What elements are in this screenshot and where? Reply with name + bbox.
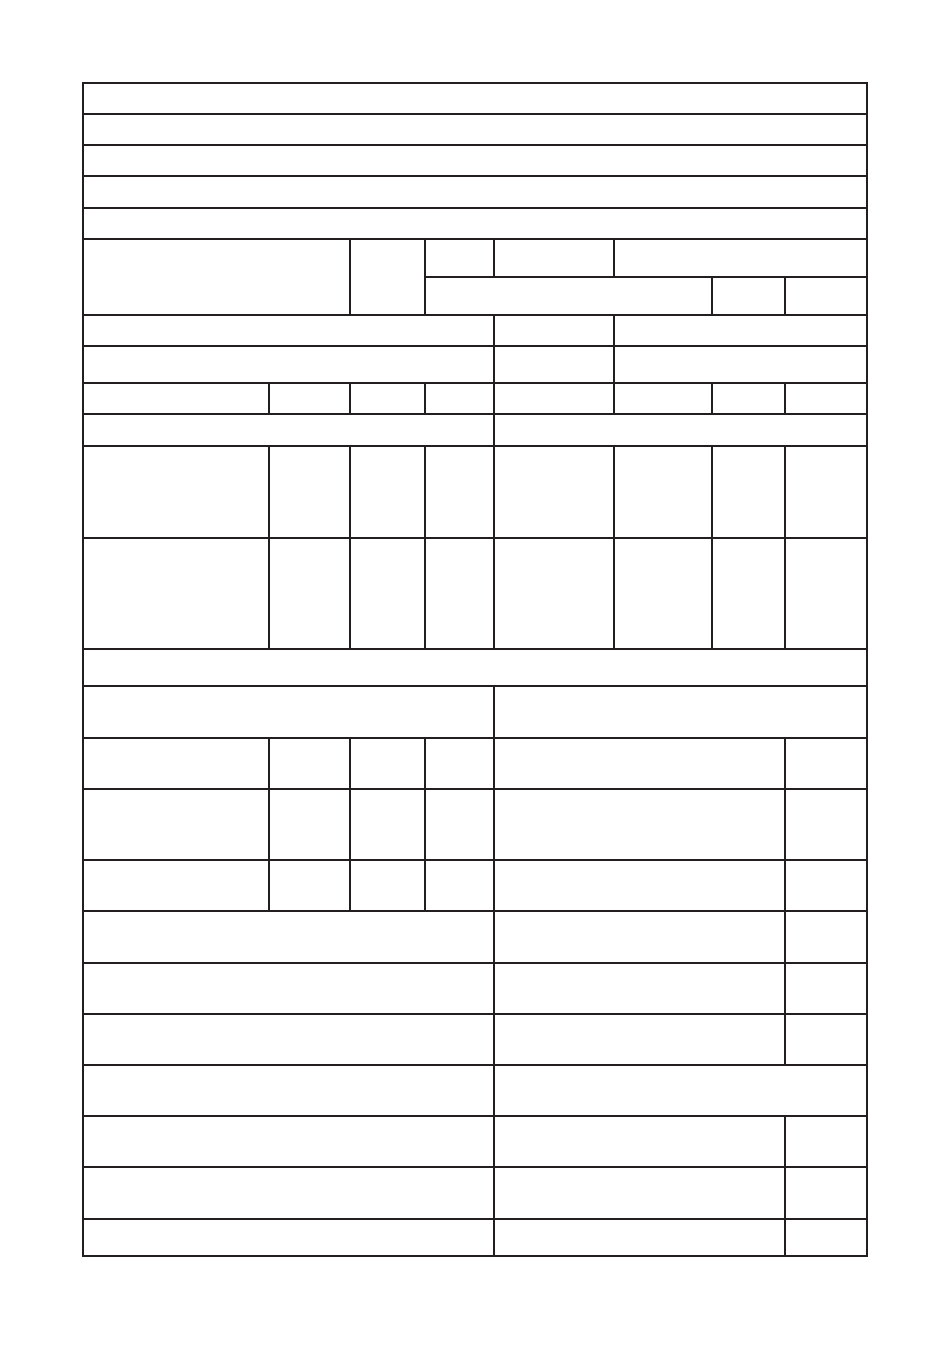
table-border xyxy=(83,83,867,1256)
column-dividers xyxy=(269,239,785,1256)
row-dividers xyxy=(83,114,867,1219)
